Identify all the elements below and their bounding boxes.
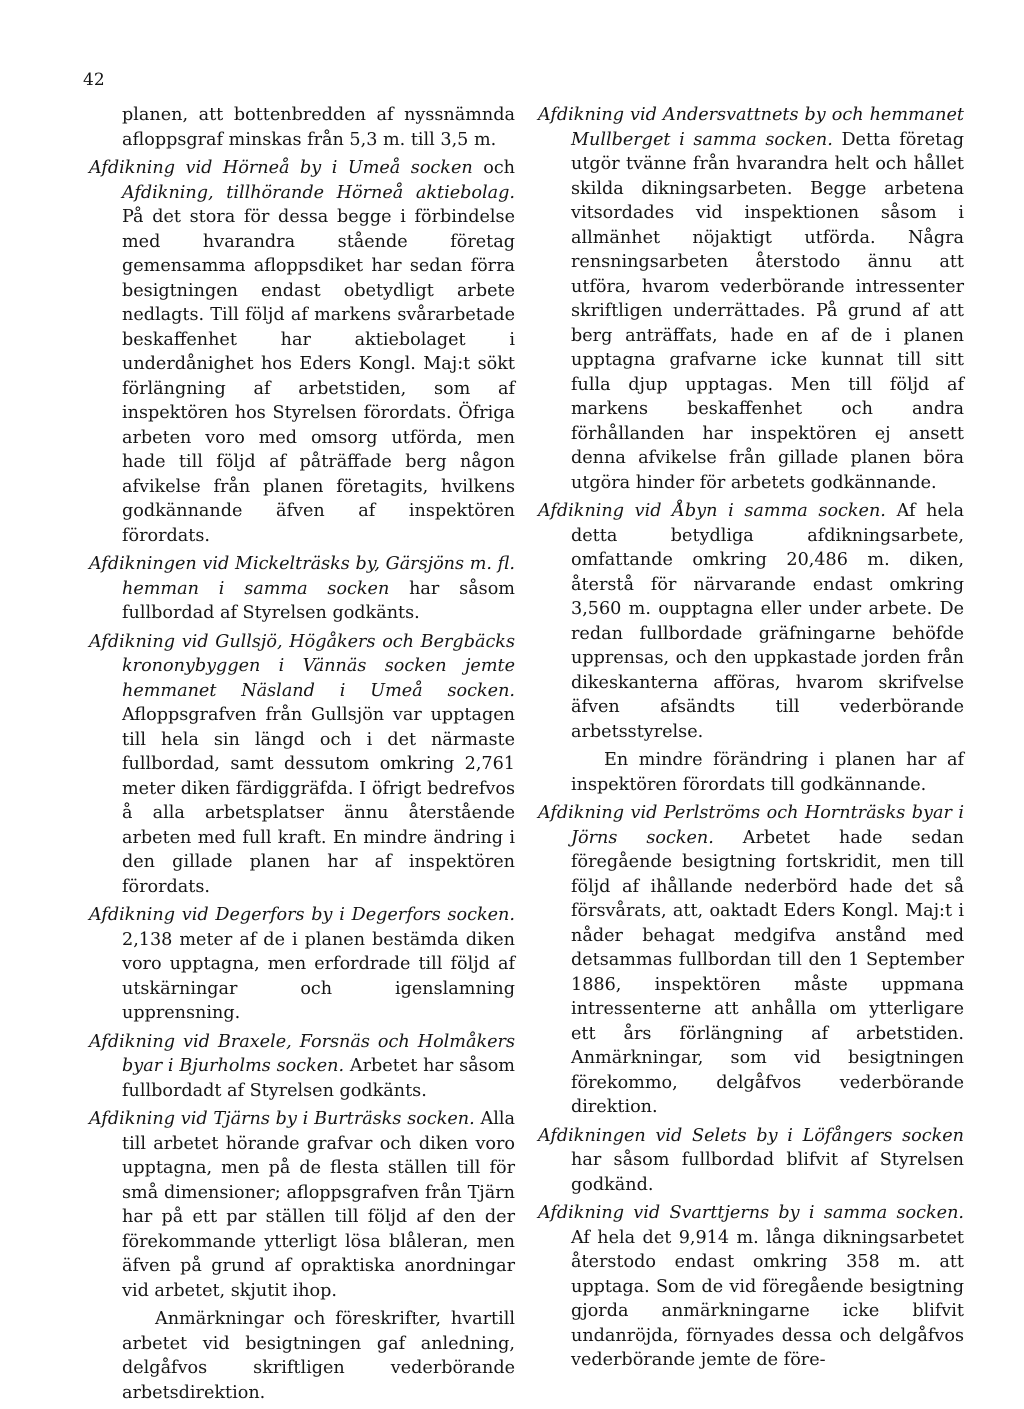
paragraph-text: En mindre förändring i planen har af inspektören förordats till godkännande. (571, 750, 964, 795)
section-heading: Afdikning, tillhörande Hörneå aktiebolag. (122, 182, 515, 203)
section-heading: Afdikning vid Perlströms och Hornträsks byar i Jörns socken. (538, 803, 964, 848)
section-heading: Afdikning vid Svarttjerns by i samma socken. (538, 1203, 964, 1223)
paragraph (538, 103, 964, 495)
paragraph (89, 103, 515, 152)
paragraph (89, 903, 515, 1026)
paragraph (538, 1201, 964, 1373)
section-heading: Afdikning vid Gullsjö, Högåkers och Bergbäcks krononybyggen i Vännäs socken jemte hemmanet Näsland i Umeå socken. (89, 631, 515, 701)
right-column (538, 103, 964, 1377)
paragraph-text: och (472, 158, 516, 178)
paragraph-text: Afloppsgrafven från Gullsjön var upptagen till hela sin längd och i det närmaste fullbordad, samt dessutom omkring 2,761 meter diken färdiggräfda. I öfrigt bedrefvos å alla arbetsplatser ännu återstående arbeten med full kraft. En mindre ändring i den gillade planen har af inspektören förordats. (122, 705, 515, 897)
page-number: 42 (83, 70, 105, 90)
paragraph-text: Alla till arbetet hörande grafvar och diken voro upptagna, men på de flesta ställen till för små dimensioner; afloppsgrafven från Tjärn har på ett par ställen till följd af den der förekommande ytterligt lösa blåleran, men äfven på grund af opraktiska anordningar vid arbetet, skjutit ihop. (122, 1109, 515, 1301)
paragraph-text: Arbetet har såsom fullbordadt af Styrelsen godkänts. (122, 1056, 515, 1101)
section-heading: Afdikning vid Tjärns by i Burträsks socken. (89, 1109, 475, 1129)
paragraph (538, 1124, 964, 1198)
paragraph (89, 1107, 515, 1303)
paragraph-text: har såsom fullbordad blifvit af Styrelsen godkänd. (571, 1150, 964, 1195)
paragraph (89, 156, 515, 548)
paragraph-text: har såsom fullbordad af Styrelsen godkänts. (122, 578, 515, 623)
paragraph-text: 2,138 meter af de i planen bestämda diken voro upptagna, men erfordrade till följd af utskärningar och igenslamning upprensning. (122, 929, 515, 1023)
paragraph (89, 552, 515, 626)
section-heading: Afdikning vid Degerfors by i Degerfors socken. (89, 905, 515, 925)
section-heading: Afdikningen vid Mickelträsks by, Gärsjöns m. fl. hemman i samma socken (89, 554, 515, 599)
section-heading: Afdikning vid Braxele, Forsnäs och Holmåkers byar i Bjurholms socken. (89, 1031, 515, 1076)
section-heading: Afdikning vid Hörneå by i Umeå socken (89, 158, 473, 178)
paragraph (538, 801, 964, 1120)
paragraph (89, 1307, 515, 1405)
paragraph (538, 499, 964, 744)
paragraph-text: Arbetet hade sedan föregående besigtning fortskridit, men till följd af ihållande nederbörd hade det så försvårats, att, oaktadt Eders Kongl. Maj:t i nåder behagat medgifva anstånd med detsammas fullbordan till den 1 September 1886, inspektören måste uppmana intressenterne att anhålla om ytterligare ett års förlängning af arbetstiden. Anmärkningar, som vid besigtningen förekommo, delgåfvos vederbörande direktion. (571, 827, 964, 1117)
paragraph-text: På det stora för dessa begge i förbindelse med hvarandra stående företag gemensamma afloppsdiket har sedan förra besigtningen endast obetydligt arbete nedlagts. Till följd af markens svårarbetade beskaffenhet har aktiebolaget i underdånighet hos Eders Kongl. Maj:t sökt förlängning af arbetstiden, som af inspektören hos Styrelsen förordats. Öfriga arbeten voro med omsorg utförda, men hade till följd af påträffade berg någon afvikelse från planen företagits, hvilkens godkännande äfven af inspektören förordats. (122, 207, 515, 546)
section-heading: Afdikningen vid Selets by i Löfångers socken (538, 1125, 964, 1146)
paragraph-text: Anmärkningar och föreskrifter, hvartill arbetet vid besigtningen gaf anledning, delgåfvos skriftligen vederbörande arbetsdirektion. (122, 1309, 515, 1403)
paragraph-text: Af hela det 9,914 m. långa dikningsarbetet återstodo endast omkring 358 m. att upptaga. Som de vid föregående besigtning gjorda anmärkningarne icke blifvit undanröjda, förnyades dessa och delgåfvos vederbörande jemte de före- (571, 1227, 964, 1370)
section-heading: Afdikning vid Andersvattnets by och hemmanet Mullberget i samma socken. (538, 105, 964, 150)
paragraph-text: Af hela detta betydliga afdikningsarbete, omfattande omkring 20,486 m. diken, återstå för närvarande endast omkring 3,560 m. oupptagna eller under arbete. De redan fullbordade gräfningarne behöfde upprensas, och den uppkastade jorden från dikeskanterna afföras, hvarom skrifvelse äfven afsändts till vederbörande arbetsstyrelse. (571, 501, 965, 742)
section-heading: Afdikning vid Åbyn i samma socken. (538, 501, 886, 521)
paragraph-text: planen, att bottenbredden af nyssnämnda afloppsgraf minskas från 5,3 m. till 3,5 m. (122, 105, 515, 150)
paragraph (89, 630, 515, 900)
paragraph-text: Detta företag utgör tvänne från hvarandra helt och hållet skilda dikningsarbeten. Begge arbetena vitsordades vid inspektionen såsom i allmänhet nöjaktigt utförda. Några rensningsarbeten återstodo ännu att utföra, hvarom vederbörande intressenter skriftligen underrättades. På grund af att berg anträffats, hade en af de i planen upptagna grafvarne icke kunnat till sitt fulla djup upptagas. Men till följd af markens beskaffenhet och andra förhållanden har inspektören ej ansett denna afvikelse från gillade planen böra utgöra hinder för arbetets godkännande. (571, 129, 964, 493)
left-column (89, 103, 515, 1409)
paragraph (89, 1030, 515, 1104)
paragraph (538, 748, 964, 797)
